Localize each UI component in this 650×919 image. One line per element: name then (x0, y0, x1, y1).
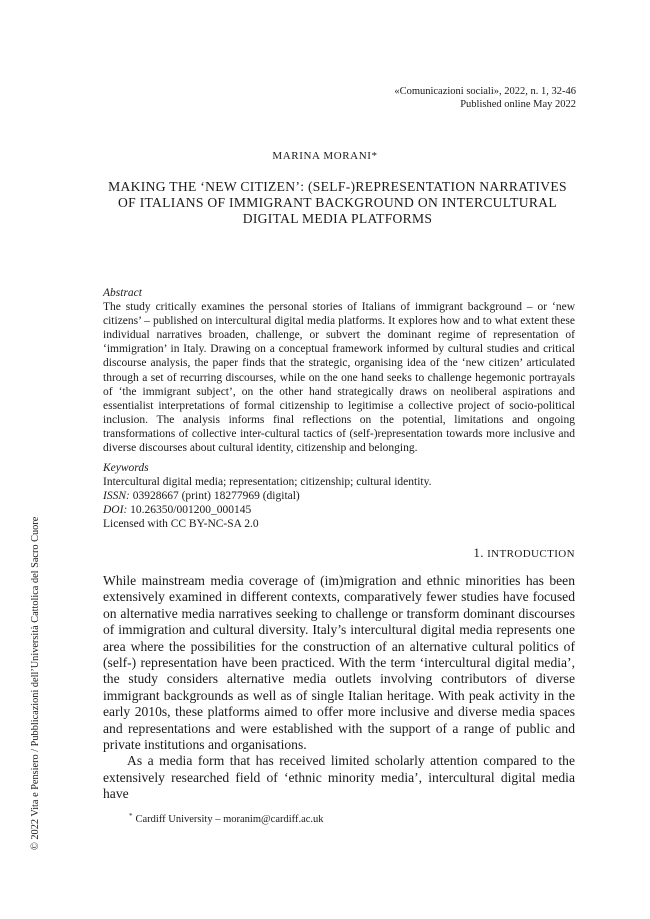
doi-value: 10.26350/001200_000145 (130, 504, 252, 517)
footnote-marker: * (129, 812, 133, 820)
issn-value: 03928667 (print) 18277969 (digital) (132, 490, 300, 503)
section-title: INTRODUCTION (487, 548, 575, 560)
keywords-block (103, 461, 575, 531)
issn-label: ISSN: (103, 490, 130, 503)
footnote (129, 812, 324, 825)
article-title (100, 179, 575, 227)
publication-date: Published online May 2022 (460, 99, 576, 110)
paragraph: As a media form that has received limited scholarly attention compared to the extensively researched field of ‘ethnic minority media’, intercultural digital media have (103, 753, 575, 802)
keywords-heading: Keywords (103, 462, 149, 474)
footnote-text: Cardiff University – moranim@cardiff.ac.uk (135, 814, 324, 825)
doi-line (103, 503, 575, 517)
running-header (276, 85, 576, 111)
abstract-text: The study critically examines the personal stories of Italians of immigrant background – or ‘new citizens’ – published on intercultural digital media platforms. It explores how and to what extent these individual narratives broaden, challenge, or subvert the dominant regime of representation of ‘immigration’ in Italy. Drawing on a conceptual framework informed by cultural studies and critical discourse analysis, the paper finds that the strategic, organising idea of the ‘new citizen’ articulated through a set of recurring discourses, while on the one hand seeks to challenge hegemonic portrayals of ‘the immigrant subject’, on the other hand strategically draws on neoliberal aspirations and essentialist interpretations of formal citizenship to legitimise a collective project of socio-political inclusion. The analysis informs final reflections on the potential, limitations and ongoing transformations of collective inter-cultural tactics of (self-)representation towards more inclusive and diverse discourses about cultural identity, citizenship and belonging. (103, 301, 575, 455)
keywords-list: Intercultural digital media; representation; citizenship; cultural identity. (103, 476, 432, 489)
title-line: DIGITAL MEDIA PLATFORMS (242, 211, 433, 226)
license-line: Licensed with CC BY-NC-SA 2.0 (103, 518, 259, 531)
section-heading (473, 545, 575, 561)
paragraph: While mainstream media coverage of (im)migration and ethnic minorities has been extensively examined in different contexts, comparatively fewer studies have focused on alternative media narratives seeking to challenge or transform dominant discourses of immigration and cultural diversity. Italy’s intercultural digital media represents one area where the possibilities for the construction of an alternative cultural politics of (self-) representation have been practiced. With the term ‘intercultural digital media’, the study considers alternative media outlets involving contributors of diverse immigrant backgrounds as well as of single Italian heritage. With peak activity in the early 2010s, these platforms aimed to offer more inclusive and diverse media spaces and representations and were established with the support of a range of public and private institutions and organisations. (103, 573, 575, 753)
body-text (103, 573, 575, 803)
author-name: MARINA MORANI* (272, 150, 378, 162)
journal-citation: «Comunicazioni sociali», 2022, n. 1, 32-46 (394, 86, 576, 97)
abstract-heading: Abstract (103, 287, 142, 299)
section-number: 1. (473, 545, 484, 560)
title-line: OF ITALIANS OF IMMIGRANT BACKGROUND ON INTERCULTURAL (118, 195, 557, 210)
doi-label: DOI: (103, 504, 128, 517)
abstract-block (103, 286, 575, 455)
issn-line (103, 489, 575, 503)
copyright-sidebar: © 2022 Vita e Pensiero / Pubblicazioni dell’Università Cattolica del Sacro Cuore (30, 516, 41, 850)
title-line: MAKING THE ‘NEW CITIZEN’: (SELF-)REPRESENTATION NARRATIVES (108, 179, 567, 194)
